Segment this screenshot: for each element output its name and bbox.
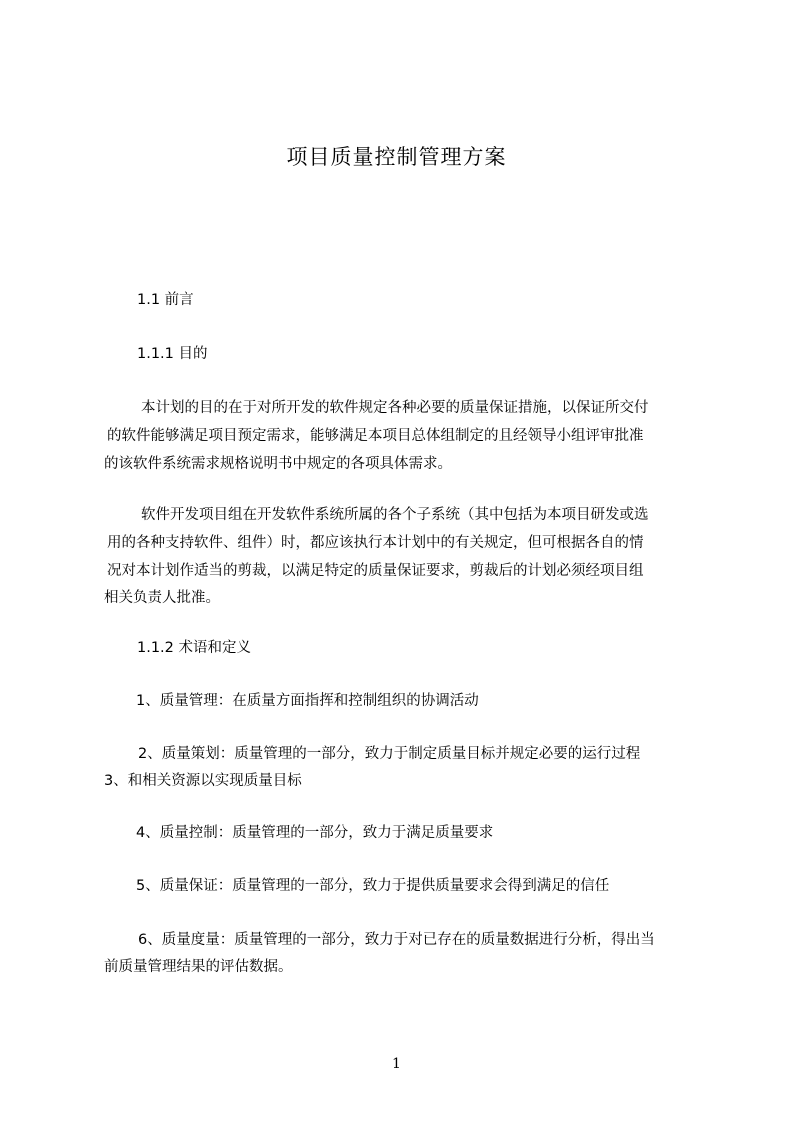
definition-item-5: 5、质量保证：质量管理的一部分，致力于提供质量要求会得到满足的信任 [136, 878, 610, 894]
paragraph-purpose-line-1: 本计划的目的在于对所开发的软件规定各种必要的质量保证措施，以保证所交付 [141, 400, 649, 416]
paragraph-scope-line-2: 用的各种支持软件、组件）时，都应该执行本计划中的有关规定，但可根据各自的情 [107, 535, 644, 551]
definition-item-2-line-1: 2、质量策划：质量管理的一部分，致力于制定质量目标并规定必要的运行过程 [138, 746, 641, 762]
definition-item-4: 4、质量控制：质量管理的一部分，致力于满足质量要求 [136, 825, 494, 841]
document-title: 项目质量控制管理方案 [286, 145, 507, 169]
paragraph-scope-line-3: 况对本计划作适当的剪裁，以满足特定的质量保证要求，剪裁后的计划必须经项目组 [107, 563, 644, 579]
paragraph-purpose-line-2: 的软件能够满足项目预定需求，能够满足本项目总体组制定的且经领导小组评审批准 [107, 428, 644, 444]
page-number: 1 [392, 1056, 401, 1072]
paragraph-purpose-line-3: 的该软件系统需求规格说明书中规定的各项具体需求。 [104, 456, 452, 472]
definition-item-1: 1、质量管理：在质量方面指挥和控制组织的协调活动 [136, 693, 479, 709]
paragraph-scope-line-1: 软件开发项目组在开发软件系统所属的各个子系统（其中包括为本项目研发或选 [141, 507, 649, 523]
section-heading-1-1-2: 1.1.2 术语和定义 [137, 640, 252, 656]
section-heading-1-1: 1.1 前言 [137, 292, 194, 308]
definition-item-2-line-2: 3、和相关资源以实现质量目标 [104, 773, 302, 789]
definition-item-6-line-1: 6、质量度量：质量管理的一部分，致力于对已存在的质量数据进行分析，得出当 [138, 932, 655, 948]
paragraph-scope-line-4: 相关负责人批准。 [104, 590, 220, 606]
section-heading-1-1-1: 1.1.1 目的 [137, 346, 208, 362]
definition-item-6-line-2: 前质量管理结果的评估数据。 [104, 959, 293, 975]
